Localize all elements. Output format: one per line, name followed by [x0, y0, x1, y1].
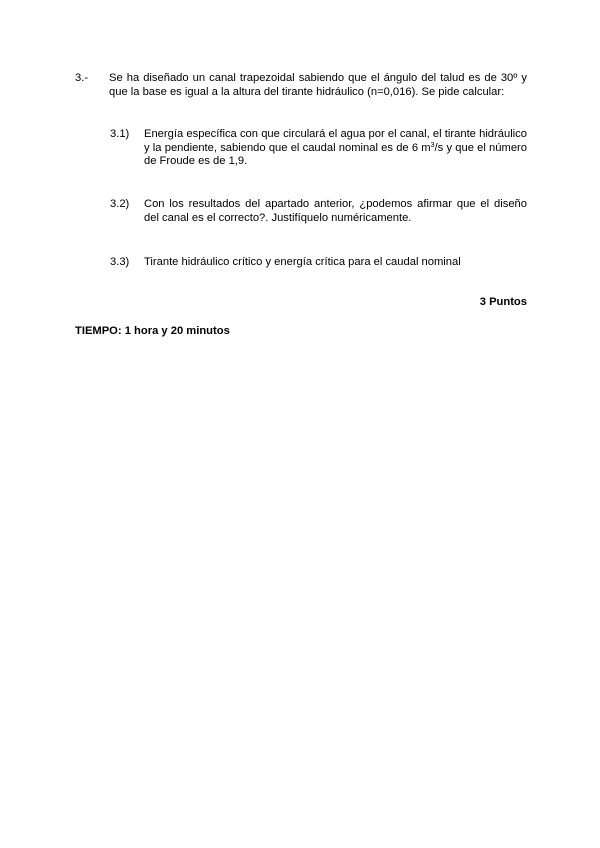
superscript-exponent: 3 [430, 141, 435, 149]
subquestion-text-part: Energía específica con que circulará el agua por el canal, el tirante hidráulico y la pendiente, sabiendo que el caudal nominal es de 6 m [144, 128, 527, 154]
points-label: 3 Puntos [479, 296, 527, 308]
subquestion-number: 3.1) [110, 128, 130, 140]
subquestion-text-part: /s y que el número de Froude es de 1,9. [144, 141, 527, 167]
problem-statement: Se ha diseñado un canal trapezoidal sabiendo que el ángulo del talud es de 30º y que la base es igual a la altura del tirante hidráulico (n=0,016). Se pide calcular: [109, 72, 527, 98]
subquestion-text: Tirante hidráulico crítico y energía crítica para el caudal nominal [144, 256, 461, 268]
subquestion-number: 3.3) [110, 256, 130, 268]
subquestion-text: Con los resultados del apartado anterior, ¿podemos afirmar que el diseño del canal es el correcto?. Justifíquelo numéricamente. [144, 198, 527, 224]
subquestion-number: 3.2) [110, 198, 130, 210]
subquestion-text [144, 128, 527, 169]
problem-number: 3.- [75, 72, 89, 84]
time-limit: TIEMPO: 1 hora y 20 minutos [75, 325, 230, 337]
